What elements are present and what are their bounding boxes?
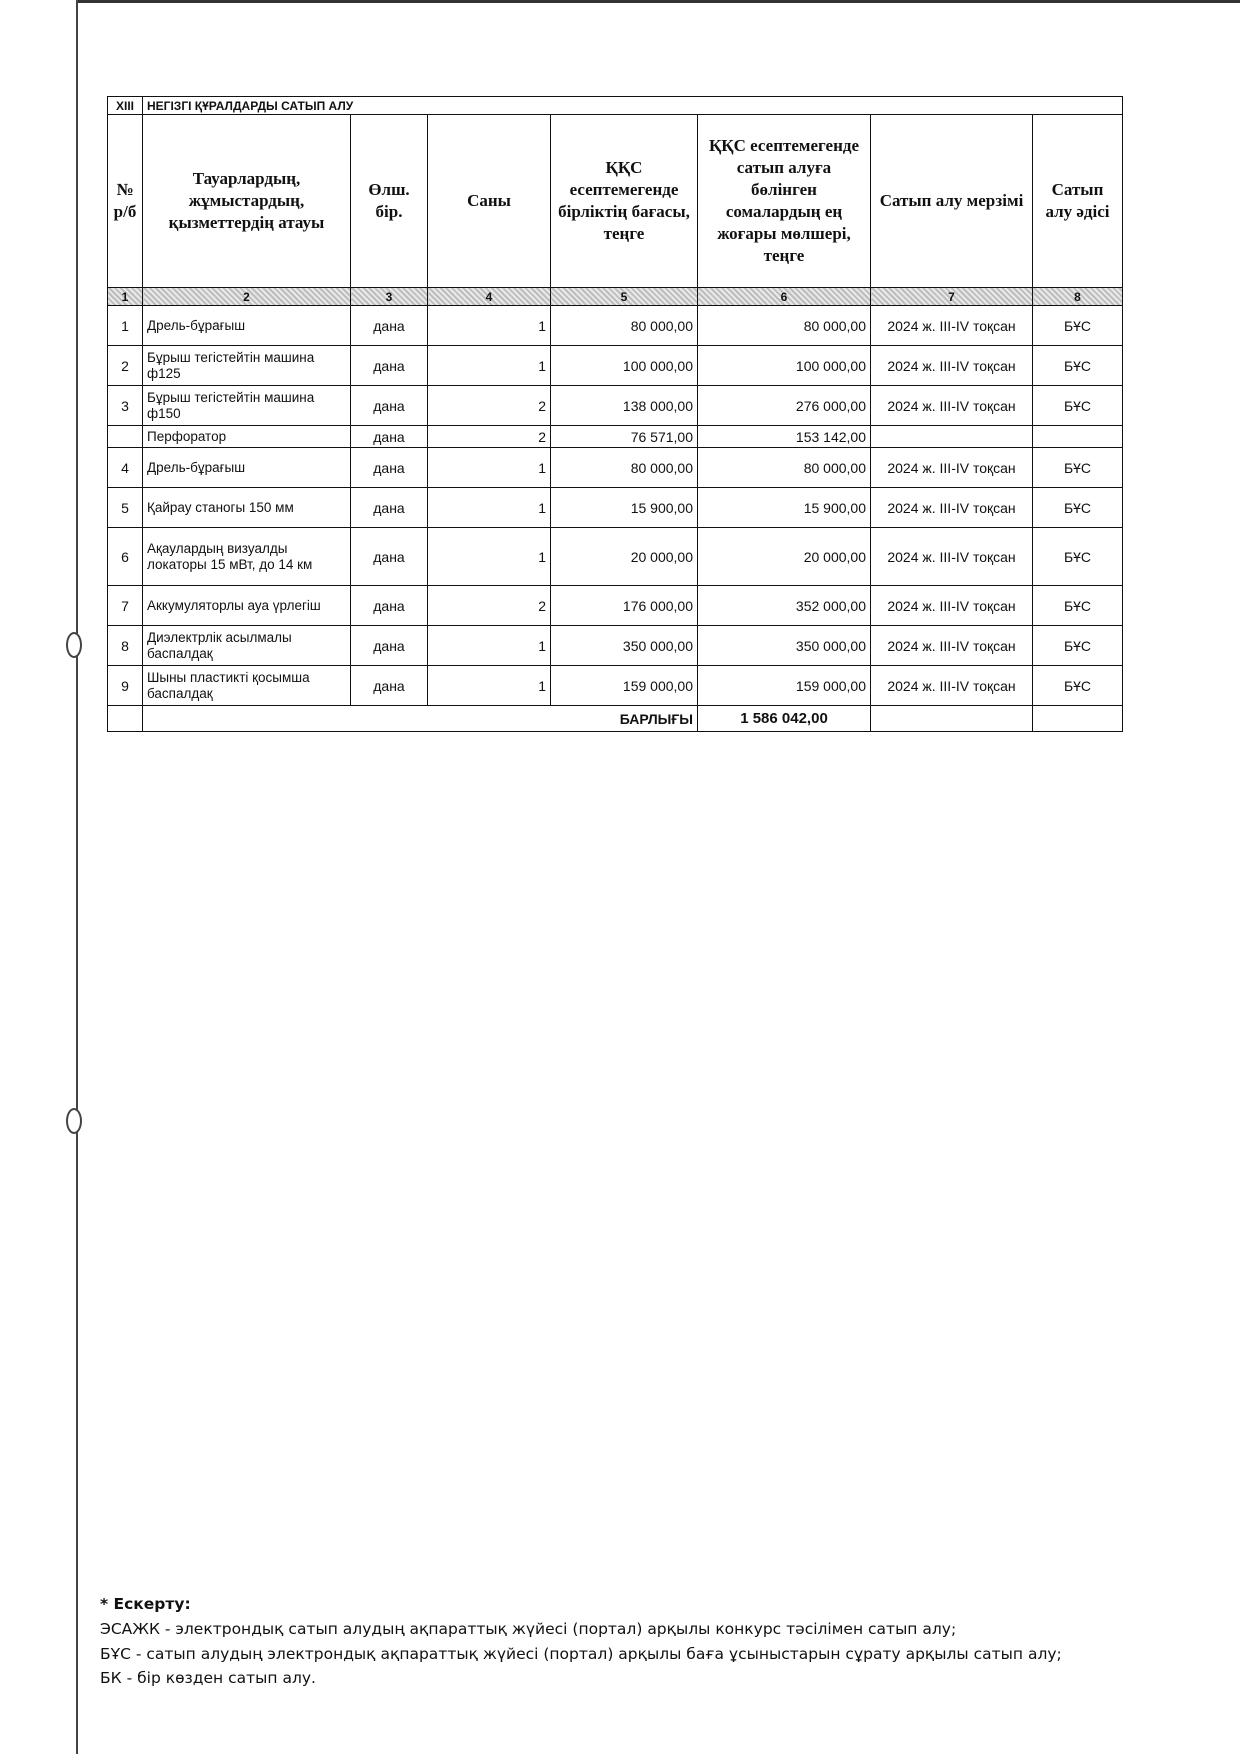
item-name: Шыны пластикті қосымша баспалдақ <box>143 666 351 706</box>
item-sum: 80 000,00 <box>698 306 871 346</box>
column-number: 8 <box>1033 288 1123 306</box>
table-row <box>108 306 1123 346</box>
item-sum: 276 000,00 <box>698 386 871 426</box>
item-qty: 2 <box>428 426 551 448</box>
punch-hole <box>66 632 82 658</box>
item-method: БҰС <box>1033 448 1123 488</box>
item-period: 2024 ж. III-IV тоқсан <box>871 306 1033 346</box>
table-row <box>108 528 1123 586</box>
note-line: БК - бір көзден сатып алу. <box>100 1669 316 1688</box>
item-name: Аккумуляторлы ауа үрлегіш <box>143 586 351 626</box>
item-price: 80 000,00 <box>551 448 698 488</box>
header-cell: Тауарлардың, жұмыстардың, қызметтердің атауы <box>143 115 351 288</box>
item-qty: 1 <box>428 626 551 666</box>
row-number: 6 <box>108 528 143 586</box>
item-sum: 15 900,00 <box>698 488 871 528</box>
row-number: 9 <box>108 666 143 706</box>
row-number <box>108 426 143 448</box>
section-title: НЕГІЗГІ ҚҰРАЛДАРДЫ САТЫП АЛУ <box>143 97 1123 115</box>
item-period: 2024 ж. III-IV тоқсан <box>871 386 1033 426</box>
header-cell: Сатып алу әдісі <box>1033 115 1123 288</box>
item-sum: 80 000,00 <box>698 448 871 488</box>
header-cell: Сатып алу мерзімі <box>871 115 1033 288</box>
item-price: 159 000,00 <box>551 666 698 706</box>
column-number: 7 <box>871 288 1033 306</box>
item-price: 76 571,00 <box>551 426 698 448</box>
table-row <box>108 448 1123 488</box>
item-unit: дана <box>351 448 428 488</box>
item-sum: 159 000,00 <box>698 666 871 706</box>
row-number: 5 <box>108 488 143 528</box>
item-unit: дана <box>351 586 428 626</box>
total-blank <box>1033 706 1123 732</box>
column-number: 2 <box>143 288 351 306</box>
column-number: 5 <box>551 288 698 306</box>
header-cell: № р/б <box>108 115 143 288</box>
header-cell: Өлш. бір. <box>351 115 428 288</box>
scan-binding-edge <box>76 0 78 1754</box>
item-method <box>1033 426 1123 448</box>
section-row <box>108 97 1123 115</box>
item-qty: 1 <box>428 528 551 586</box>
header-cell: Саны <box>428 115 551 288</box>
item-sum: 100 000,00 <box>698 346 871 386</box>
table-row <box>108 386 1123 426</box>
table-row <box>108 586 1123 626</box>
header-cell: ҚҚС есептемегенде сатып алуға бөлінген сомалардың ең жоғары мөлшері, теңге <box>698 115 871 288</box>
scan-top-edge <box>76 0 1240 9</box>
item-name: Диэлектрлік асылмалы баспалдақ <box>143 626 351 666</box>
table-row <box>108 488 1123 528</box>
row-number: 1 <box>108 306 143 346</box>
total-row <box>108 706 1123 732</box>
item-period: 2024 ж. III-IV тоқсан <box>871 528 1033 586</box>
item-sum: 153 142,00 <box>698 426 871 448</box>
item-period: 2024 ж. III-IV тоқсан <box>871 666 1033 706</box>
column-number: 4 <box>428 288 551 306</box>
item-unit: дана <box>351 426 428 448</box>
total-blank <box>871 706 1033 732</box>
row-number: 2 <box>108 346 143 386</box>
item-unit: дана <box>351 528 428 586</box>
row-number: 3 <box>108 386 143 426</box>
item-period: 2024 ж. III-IV тоқсан <box>871 626 1033 666</box>
total-blank <box>108 706 143 732</box>
item-unit: дана <box>351 386 428 426</box>
item-qty: 1 <box>428 448 551 488</box>
item-price: 20 000,00 <box>551 528 698 586</box>
table-row <box>108 346 1123 386</box>
item-unit: дана <box>351 346 428 386</box>
column-number: 3 <box>351 288 428 306</box>
item-method: БҰС <box>1033 488 1123 528</box>
table-row <box>108 626 1123 666</box>
item-price: 80 000,00 <box>551 306 698 346</box>
header-row <box>108 115 1123 288</box>
item-method: БҰС <box>1033 528 1123 586</box>
item-qty: 1 <box>428 306 551 346</box>
item-name: Ақаулардың визуалды локаторы 15 мВт, до 14 км <box>143 528 351 586</box>
item-unit: дана <box>351 666 428 706</box>
item-sum: 20 000,00 <box>698 528 871 586</box>
item-unit: дана <box>351 306 428 346</box>
section-number: XIII <box>108 97 143 115</box>
item-method: БҰС <box>1033 626 1123 666</box>
item-qty: 1 <box>428 488 551 528</box>
procurement-table <box>107 96 1123 732</box>
item-name: Дрель-бұрағыш <box>143 306 351 346</box>
item-period: 2024 ж. III-IV тоқсан <box>871 346 1033 386</box>
table-row <box>108 666 1123 706</box>
item-period: 2024 ж. III-IV тоқсан <box>871 488 1033 528</box>
item-qty: 2 <box>428 586 551 626</box>
item-price: 138 000,00 <box>551 386 698 426</box>
item-period: 2024 ж. III-IV тоқсан <box>871 586 1033 626</box>
item-name: Бұрыш тегістейтін машина ф150 <box>143 386 351 426</box>
notes-block <box>100 1592 1062 1691</box>
item-price: 100 000,00 <box>551 346 698 386</box>
note-line: БҰС - сатып алудың электрондық ақпараттық жүйесі (портал) арқылы баға ұсыныстарын сұрату арқылы сатып алу; <box>100 1644 1062 1663</box>
total-label: БАРЛЫҒЫ <box>143 706 698 732</box>
item-unit: дана <box>351 488 428 528</box>
column-number-row <box>108 288 1123 306</box>
item-qty: 1 <box>428 666 551 706</box>
item-period: 2024 ж. III-IV тоқсан <box>871 448 1033 488</box>
item-method: БҰС <box>1033 346 1123 386</box>
punch-hole <box>66 1108 82 1134</box>
item-price: 350 000,00 <box>551 626 698 666</box>
notes-title: * Ескерту: <box>100 1595 191 1613</box>
column-number: 1 <box>108 288 143 306</box>
item-name: Бұрыш тегістейтін машина ф125 <box>143 346 351 386</box>
item-unit: дана <box>351 626 428 666</box>
item-method: БҰС <box>1033 666 1123 706</box>
note-line: ЭСАЖК - электрондық сатып алудың ақпараттық жүйесі (портал) арқылы конкурс тәсілімен сатып алу; <box>100 1619 957 1638</box>
item-name: Қайрау станогы 150 мм <box>143 488 351 528</box>
column-number: 6 <box>698 288 871 306</box>
item-method: БҰС <box>1033 386 1123 426</box>
item-sum: 350 000,00 <box>698 626 871 666</box>
item-name: Перфоратор <box>143 426 351 448</box>
item-price: 176 000,00 <box>551 586 698 626</box>
item-price: 15 900,00 <box>551 488 698 528</box>
header-cell: ҚҚС есептемегенде бірліктің бағасы, теңге <box>551 115 698 288</box>
table-row <box>108 426 1123 448</box>
item-name: Дрель-бұрағыш <box>143 448 351 488</box>
row-number: 4 <box>108 448 143 488</box>
item-sum: 352 000,00 <box>698 586 871 626</box>
item-method: БҰС <box>1033 306 1123 346</box>
item-qty: 1 <box>428 346 551 386</box>
item-qty: 2 <box>428 386 551 426</box>
total-value: 1 586 042,00 <box>698 706 871 732</box>
item-period <box>871 426 1033 448</box>
row-number: 7 <box>108 586 143 626</box>
item-method: БҰС <box>1033 586 1123 626</box>
row-number: 8 <box>108 626 143 666</box>
